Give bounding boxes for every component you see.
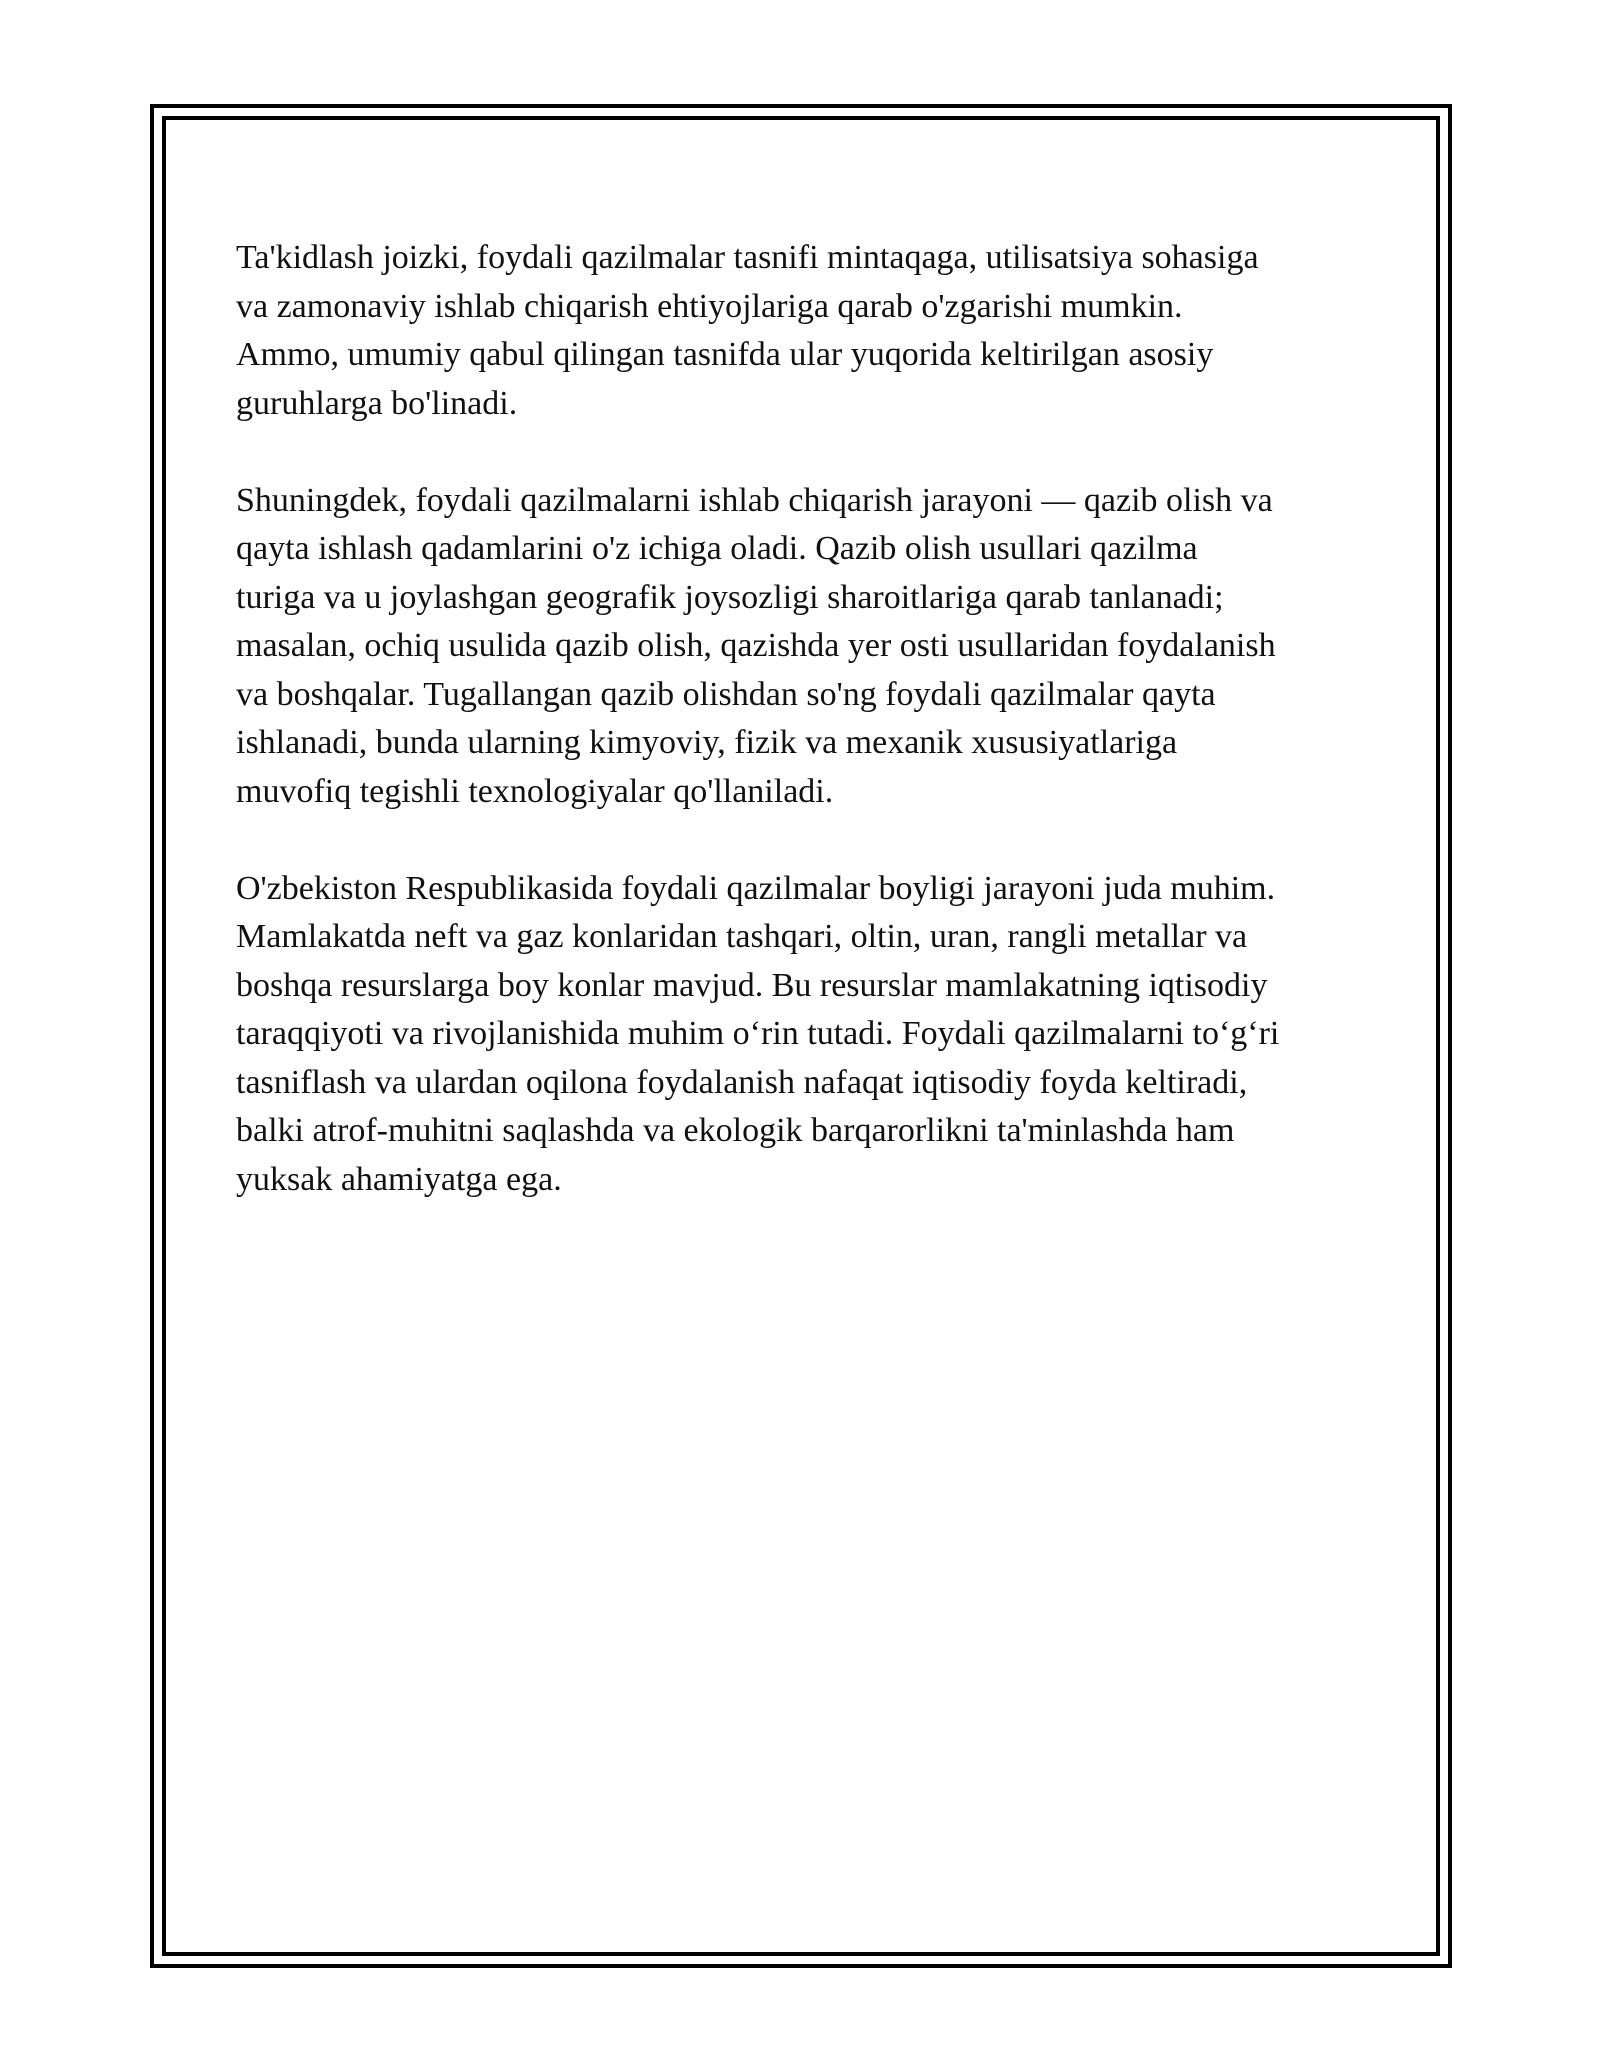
paragraph-uzbekistan-resources: O'zbekiston Respublikasida foydali qazilmalar boyligi jarayoni juda muhim. Mamlakatda neft va gaz konlaridan tashqari, oltin, uran, rangli metallar va boshqa resurslarga boy konlar mavjud. Bu resurslar mamlakatning iqtisodiy taraqqiyoti va rivojlanishida muhim o‘rin tutadi. Foydali qazilmalarni to‘g‘ri tasniflash va ulardan oqilona foydalanish nafaqat iqtisodiy foyda keltiradi, balki atrof-muhitni saqlashda va ekologik barqarorlikni ta'minlashda ham yuksak ahamiyatga ega. [236, 869, 1280, 1198]
paragraph-extraction-process: Shuningdek, foydali qazilmalarni ishlab chiqarish jarayoni — qazib olish va qayta ishlash qadamlarini o'z ichiga oladi. Qazib olish usullari qazilma turiga va u joylashgan geografik joysozligi sharoitlariga qarab tanlanadi; masalan, ochiq usulida qazib olish, qazishda yer osti usullaridan foydalanish va boshqalar. Tugallangan qazib olishdan so'ng foydali qazilmalar qayta ishlanadi, bunda ularning kimyoviy, fizik va mexanik xususiyatlariga muvofiq tegishli texnologiyalar qo'llaniladi. [236, 481, 1276, 810]
document-body [236, 234, 1376, 1253]
paragraph-classification-note: Ta'kidlash joizki, foydali qazilmalar tasnifi mintaqaga, utilisatsiya sohasiga va zamonaviy ishlab chiqarish ehtiyojlariga qarab o'zgarishi mumkin. Ammo, umumiy qabul qilingan tasnifda ular yuqorida keltirilgan asosiy guruhlarga bo'linadi. [236, 239, 1259, 422]
